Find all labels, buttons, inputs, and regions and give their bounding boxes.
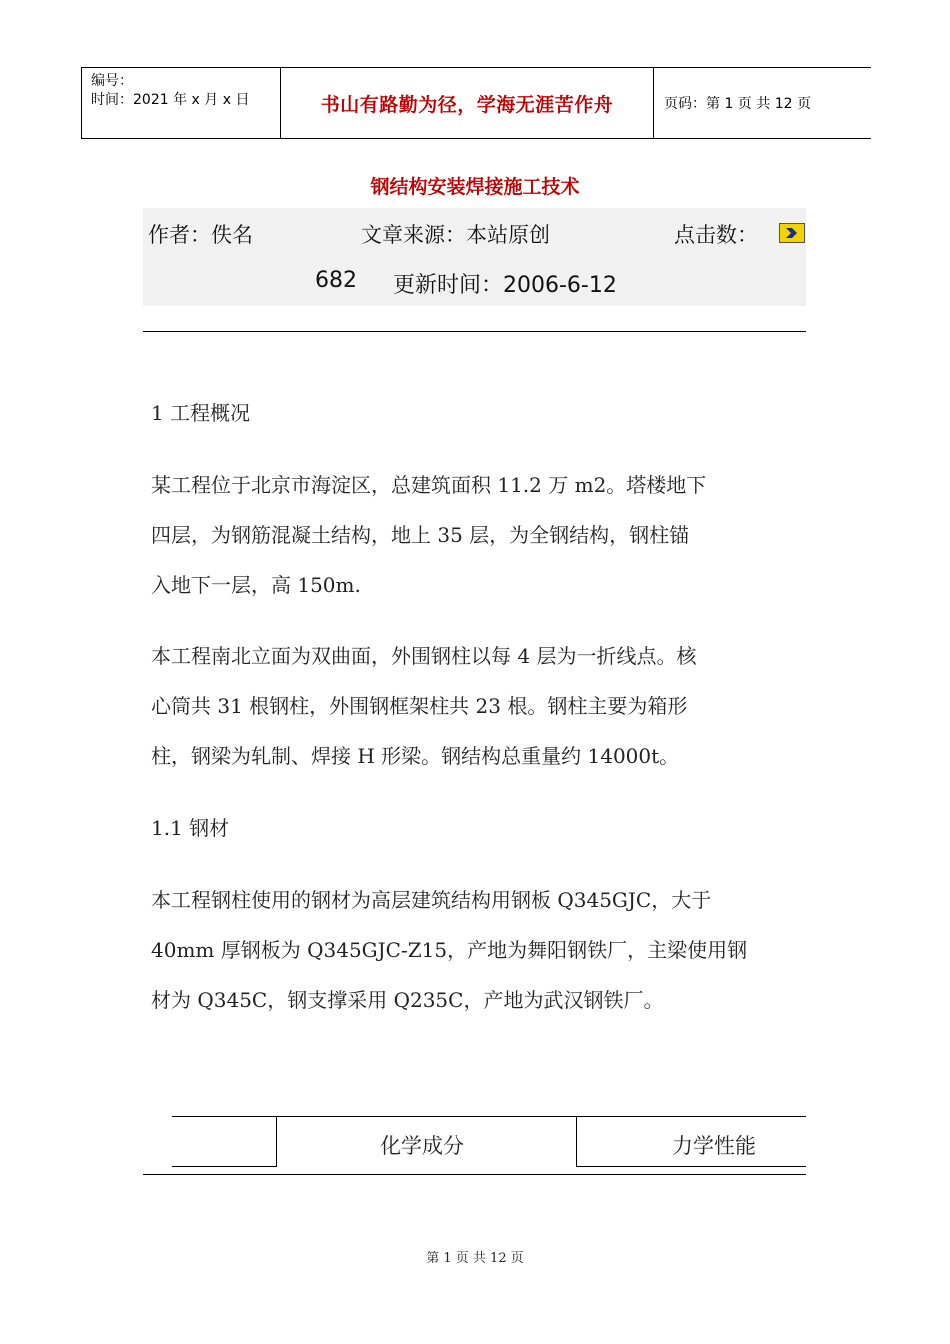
page-title: 钢结构安装焊接施工技术 — [370, 176, 580, 198]
paragraph-1-line-2: 四层，为钢筋混凝土结构，地上 35 层，为全钢结构，钢柱锚 — [151, 523, 690, 547]
hits-label: 点击数： — [674, 223, 758, 247]
arrow-icon[interactable] — [779, 223, 805, 243]
paragraph-1-line-3: 入地下一层，高 150m. — [151, 573, 361, 597]
paragraph-3-line-1: 本工程钢柱使用的钢材为高层建筑结构用钢板 Q345GJC，大于 — [151, 888, 712, 912]
table-row-border-left — [172, 1166, 276, 1167]
table-bottom-border — [143, 1174, 806, 1175]
hits-value: 682 — [315, 268, 357, 293]
table-header-mechanical: 力学性能 — [672, 1134, 756, 1158]
paragraph-2-line-3: 柱，钢梁为轧制、焊接 H 形梁。钢结构总重量约 14000t。 — [151, 744, 680, 768]
paragraph-2-line-1: 本工程南北立面为双曲面，外围钢柱以每 4 层为一折线点。核 — [151, 644, 697, 668]
updated-label: 更新时间：2006-6-12 — [393, 273, 617, 298]
header-left-cell — [81, 68, 281, 138]
header-page-cell — [654, 68, 871, 138]
table-col-divider-1 — [276, 1116, 277, 1167]
table-row-border-right — [576, 1166, 806, 1167]
paragraph-3-line-3: 材为 Q345C，钢支撑采用 Q235C，产地为武汉钢铁厂。 — [151, 988, 664, 1012]
header-motto-cell — [281, 68, 654, 138]
doc-number-label: 编号： — [91, 73, 133, 89]
page-footer: 第 1 页 共 12 页 — [426, 1251, 524, 1266]
header-table — [81, 67, 871, 139]
paragraph-2-line-2: 心筒共 31 根钢柱，外围钢框架柱共 23 根。钢柱主要为箱形 — [151, 694, 688, 718]
section-heading-2: 1.1 钢材 — [151, 816, 230, 840]
paragraph-1-line-1: 某工程位于北京市海淀区，总建筑面积 11.2 万 m2。塔楼地下 — [151, 473, 707, 497]
author-label: 作者：佚名 — [148, 223, 253, 247]
paragraph-3-line-2: 40mm 厚钢板为 Q345GJC-Z15，产地为舞阳钢铁厂，主梁使用钢 — [151, 938, 748, 962]
section-heading-1: 1 工程概况 — [151, 401, 251, 425]
divider — [143, 331, 806, 332]
motto-text: 书山有路勤为径，学海无涯苦作舟 — [320, 93, 614, 116]
article-info-box — [143, 208, 806, 306]
doc-time-label: 时间：2021 年 x 月 x 日 — [91, 92, 250, 108]
source-label: 文章来源：本站原创 — [361, 223, 550, 247]
table-header-chemical: 化学成分 — [380, 1134, 464, 1158]
table-col-divider-2 — [576, 1116, 577, 1167]
page-info: 页码：第 1 页 共 12 页 — [664, 96, 811, 112]
table-top-border — [172, 1116, 806, 1117]
